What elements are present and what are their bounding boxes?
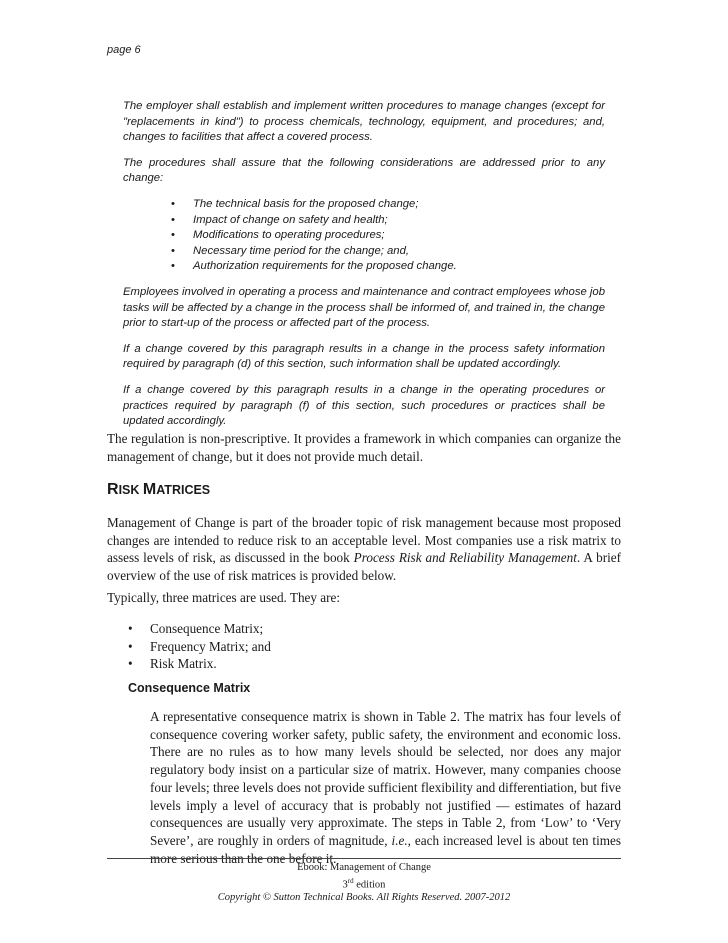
quote-paragraph: If a change covered by this paragraph results in a change in the process safety information required by paragraph (d) of this section, such information shall be updated accordingly. — [123, 342, 605, 371]
heading-cap: R — [107, 481, 119, 498]
matrices-list — [150, 620, 271, 673]
heading-smallcaps: ATRICES — [156, 483, 211, 497]
list-item: • Risk Matrix. — [150, 655, 271, 673]
footer-divider — [107, 858, 621, 859]
matrices-intro: Typically, three matrices are used. They are: — [107, 590, 341, 605]
page-footer — [107, 862, 621, 904]
regulation-quote — [123, 99, 605, 440]
edition-word: edition — [353, 879, 386, 890]
list-item: • Frequency Matrix; and — [150, 638, 271, 656]
quote-paragraph: The employer shall establish and implement written procedures to manage changes (except for "replacements in kind") to process chemicals, technology, equipment, and procedures; and, changes to facilities that affect a covered process. — [123, 100, 605, 144]
risk-intro-paragraph — [107, 514, 621, 584]
quote-paragraph: If a change covered by this paragraph results in a change in the operating procedures or practices required by paragraph (f) of this section, such procedures or practices shall be updated accordingly. — [123, 383, 605, 428]
edition-suffix: rd — [347, 876, 354, 885]
subsection-heading: Consequence Matrix — [128, 681, 251, 695]
edition-number: 3 — [342, 879, 348, 890]
paragraph-text: each increased level is about ten times more serious than the one before it. — [150, 832, 621, 866]
paragraph-text: A representative consequence matrix is shown in Table 2. The matrix has four levels of consequence covering worker safety, public safety, the environment and economic loss. There are no rules as to how many levels should be selected, nor does any major regulatory body insist on a particular size of matrix. However, many companies choose four levels; three levels does not provide sufficient flexibility and differentiation, but five levels imply a level of accuracy that is probably not justified — estimates of hazard consequences are usually very approximate. The steps in Table 2, from ‘Low’ to ‘Very Severe’, are roughly in orders of magnitude, — [150, 709, 621, 848]
intro-text: . A brief overview of the use of risk matrices is provided below. — [107, 550, 621, 583]
list-item: • Necessary time period for the change; and, — [193, 244, 605, 260]
list-item: • Modifications to operating procedures; — [193, 228, 605, 244]
considerations-list — [123, 197, 605, 275]
consequence-paragraph — [150, 708, 621, 867]
footer-edition — [107, 875, 621, 892]
list-item: • Impact of change on safety and health; — [193, 213, 605, 229]
footer-title: Ebook: Management of Change — [297, 862, 431, 873]
intro-text: Management of Change is part of the broader topic of risk management because most proposed changes are intended to reduce risk to an acceptable level. Most companies use a risk matrix to assess levels of risk, as discussed in the book — [107, 515, 621, 565]
section-heading-risk-matrices — [107, 481, 210, 499]
ie-abbrev: i.e., — [391, 832, 411, 848]
book-title: Process Risk and Reliability Management — [353, 550, 577, 565]
heading-cap: M — [142, 481, 157, 498]
copyright-notice: Copyright © Sutton Technical Books. All Rights Reserved. 2007-2012 — [217, 891, 511, 903]
heading-smallcaps: ISK — [118, 483, 143, 497]
regulation-summary: The regulation is non-prescriptive. It provides a framework in which companies can organize the management of change, but it does not provide much detail. — [107, 431, 621, 464]
list-item: • Authorization requirements for the proposed change. — [193, 259, 605, 275]
quote-paragraph: Employees involved in operating a process and maintenance and contract employees whose job tasks will be affected by a change in the process shall be informed of, and trained in, the change prior to start-up of the process or affected part of the process. — [123, 285, 605, 330]
list-item: • Consequence Matrix; — [150, 620, 271, 638]
list-item: • The technical basis for the proposed change; — [193, 197, 605, 213]
quote-paragraph: The procedures shall assure that the following considerations are addressed prior to any change: — [123, 156, 605, 185]
page-number: page 6 — [107, 44, 141, 56]
